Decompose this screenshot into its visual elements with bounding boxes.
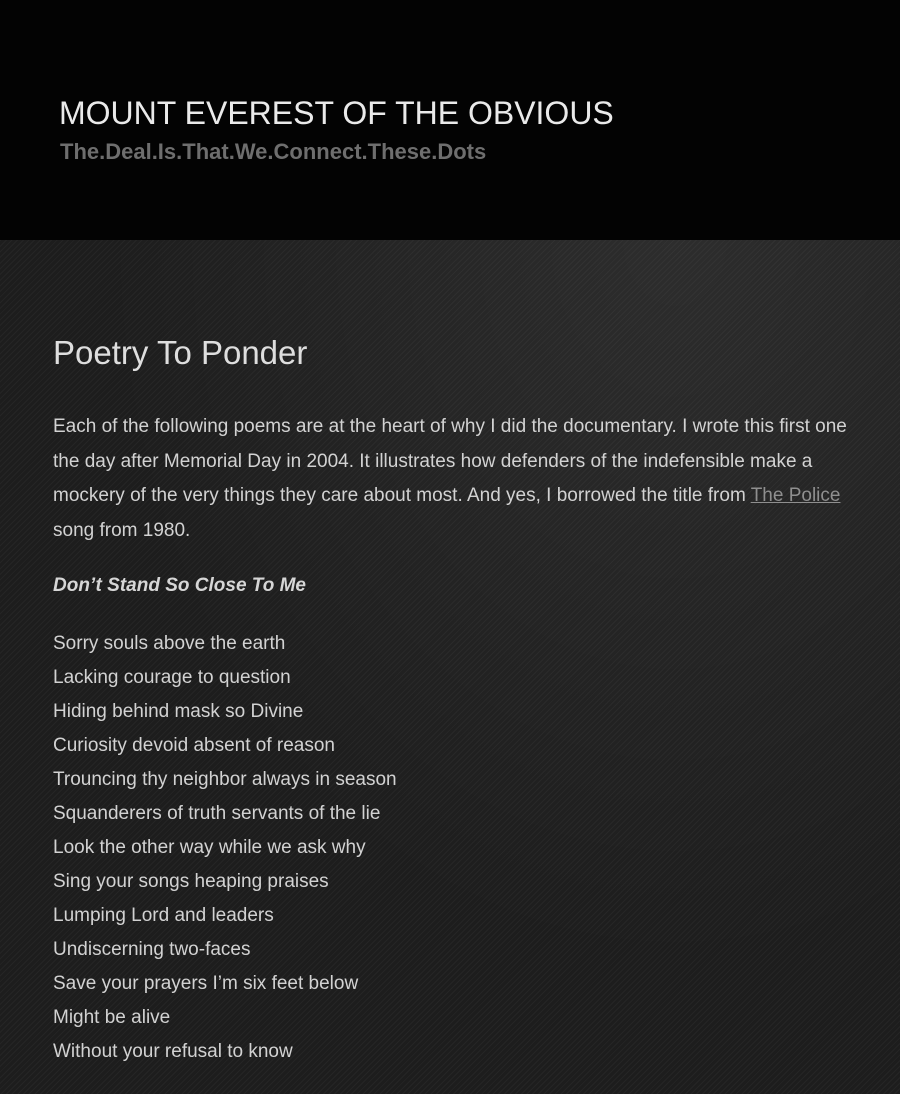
poem-line: Sorry souls above the earth [53, 633, 286, 654]
site-title[interactable]: MOUNT EVEREST OF THE OBVIOUS [59, 95, 614, 131]
poem-line: Save your prayers I’m six feet below [53, 973, 359, 994]
poem-line: Might be alive [53, 1007, 171, 1028]
intro-text-after-link: song from 1980. [53, 519, 191, 541]
poem [53, 627, 397, 1069]
post-title: Poetry To Ponder [53, 334, 308, 371]
poem-line: Squanderers of truth servants of the lie [53, 803, 381, 824]
poem-line: Sing your songs heaping praises [53, 871, 329, 892]
poem-line: Lacking courage to question [53, 667, 291, 688]
post-intro [53, 410, 868, 548]
post-content [0, 240, 900, 1094]
poem-line: Lumping Lord and leaders [53, 905, 274, 926]
the-police-link[interactable]: The Police [750, 485, 841, 506]
poem-line: Hiding behind mask so Divine [53, 701, 304, 722]
poem-title: Don’t Stand So Close To Me [53, 575, 306, 596]
site-tagline: The.Deal.Is.That.We.Connect.These.Dots [60, 139, 487, 164]
poem-line: Trouncing thy neighbor always in season [53, 769, 397, 790]
poem-line: Without your refusal to know [53, 1041, 293, 1062]
poem-line: Undiscerning two-faces [53, 939, 251, 960]
poem-line: Curiosity devoid absent of reason [53, 735, 335, 756]
intro-text-before-link: Each of the following poems are at the heart of why I did the documentary. I wrote this first one the day after Memorial Day in 2004. It illustrates how defenders of the indefensible make a mockery of the very things they care about most. And yes, I borrowed the title from [53, 416, 847, 506]
site-header [0, 0, 900, 240]
poem-line: Look the other way while we ask why [53, 837, 366, 858]
